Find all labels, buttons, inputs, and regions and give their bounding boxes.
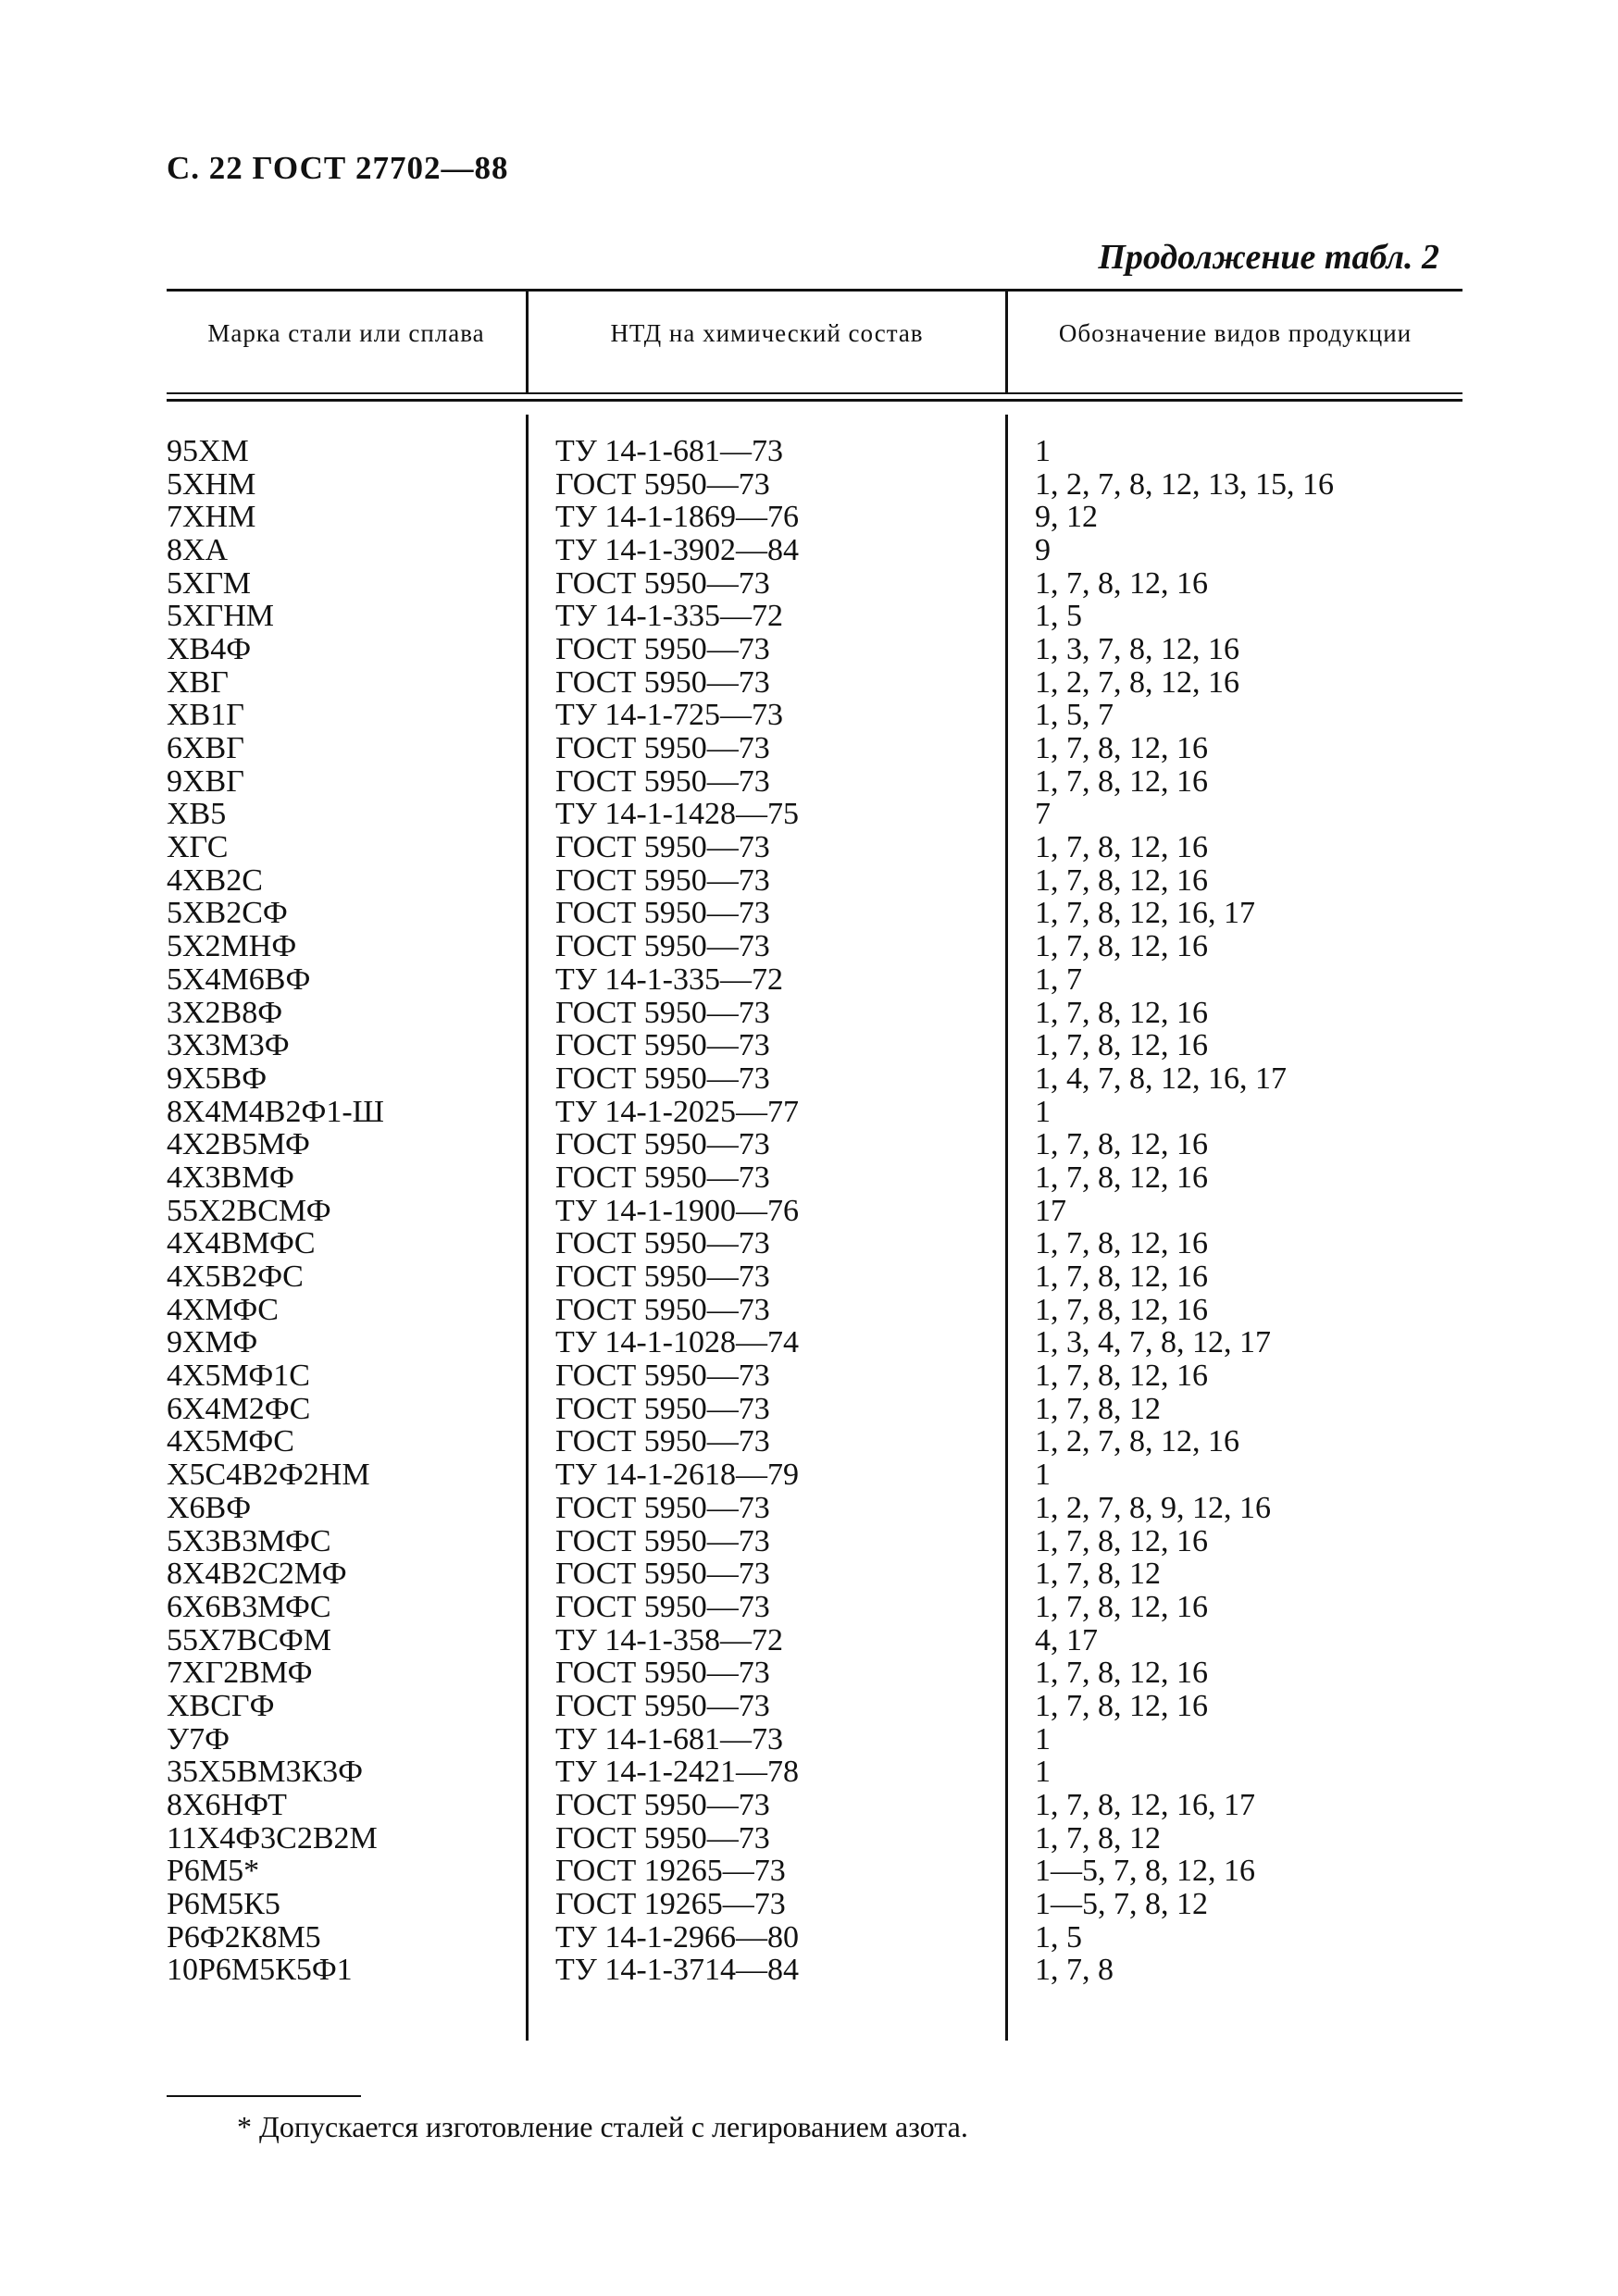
grade-cell: 55Х2ВСМФ — [167, 1193, 331, 1228]
products-cell: 1, 7, 8, 12, 16 — [1035, 1260, 1208, 1295]
ntd-cell: ГОСТ 5950—73 — [555, 1391, 770, 1426]
ntd-cell: ТУ 14-1-2618—79 — [555, 1458, 799, 1493]
products-cell: 9, 12 — [1035, 500, 1098, 535]
ntd-cell: ГОСТ 5950—73 — [555, 896, 770, 931]
ntd-cell: ТУ 14-1-3714—84 — [555, 1953, 799, 1988]
table-row — [167, 1657, 1462, 1690]
grade-cell: 7ХНМ — [167, 500, 256, 535]
table-row — [167, 666, 1462, 700]
ntd-cell: ГОСТ 5950—73 — [555, 1424, 770, 1459]
products-cell: 1, 7, 8 — [1035, 1953, 1114, 1988]
ntd-cell: ГОСТ 5950—73 — [555, 664, 770, 700]
products-cell: 7 — [1035, 797, 1051, 832]
grade-cell: 4ХМФС — [167, 1292, 279, 1327]
grade-cell: ХВГ — [167, 664, 229, 700]
products-cell: 4, 17 — [1035, 1622, 1098, 1657]
products-cell: 1, 7 — [1035, 962, 1082, 997]
products-cell: 1, 5, 7 — [1035, 698, 1114, 733]
grade-cell: Х5С4В2Ф2НМ — [167, 1458, 370, 1493]
products-cell: 1, 7, 8, 12, 16, 17 — [1035, 1788, 1255, 1823]
products-cell: 1, 7, 8, 12, 16 — [1035, 731, 1208, 766]
ntd-cell: ТУ 14-1-1028—74 — [555, 1325, 799, 1360]
table-row — [167, 1558, 1462, 1591]
products-cell: 1, 7, 8, 12 — [1035, 1557, 1161, 1592]
ntd-cell: ГОСТ 5950—73 — [555, 1523, 770, 1558]
ntd-cell: ГОСТ 5950—73 — [555, 1226, 770, 1261]
table-row — [167, 1228, 1462, 1261]
table-row — [167, 700, 1462, 733]
products-cell: 1 — [1035, 1094, 1051, 1129]
products-cell: 1, 7, 8, 12, 16 — [1035, 1589, 1208, 1624]
products-cell: 1 — [1035, 1755, 1051, 1790]
table-row — [167, 1492, 1462, 1525]
products-cell: 1, 7, 8, 12, 16 — [1035, 863, 1208, 898]
table-row — [167, 534, 1462, 567]
products-cell: 1, 7, 8, 12, 16 — [1035, 565, 1208, 601]
grade-cell: 5Х2МНФ — [167, 929, 297, 964]
table-caption: Продолжение табл. 2 — [1098, 238, 1439, 277]
products-cell: 1, 7, 8, 12 — [1035, 1820, 1161, 1855]
table-row — [167, 1062, 1462, 1096]
grade-cell: 9ХМФ — [167, 1325, 258, 1360]
table-row — [167, 1921, 1462, 1955]
grade-cell: 8ХА — [167, 532, 229, 567]
grade-cell: 5Х3В3МФС — [167, 1523, 331, 1558]
grade-cell: 4Х5МФС — [167, 1424, 294, 1459]
table-row — [167, 799, 1462, 832]
table-row — [167, 567, 1462, 601]
table-row — [167, 1294, 1462, 1327]
products-cell: 1, 2, 7, 8, 12, 16 — [1035, 1424, 1239, 1459]
grade-cell: Р6М5* — [167, 1854, 260, 1889]
products-cell: 1, 7, 8, 12, 16 — [1035, 1523, 1208, 1558]
products-cell: 1, 7, 8, 12, 16 — [1035, 1359, 1208, 1394]
table-row — [167, 997, 1462, 1030]
table-row — [167, 1359, 1462, 1393]
grade-cell: 4Х2В5МФ — [167, 1127, 310, 1162]
ntd-cell: ТУ 14-1-2421—78 — [555, 1755, 799, 1790]
grade-cell: 4ХВ2С — [167, 863, 263, 898]
table-row — [167, 1624, 1462, 1657]
products-cell: 1, 7, 8, 12, 16 — [1035, 763, 1208, 799]
grade-cell: 8Х4В2С2МФ — [167, 1557, 347, 1592]
grade-cell: 5ХВ2СФ — [167, 896, 288, 931]
table-top-rule — [167, 289, 1462, 292]
table-row — [167, 1128, 1462, 1161]
ntd-cell: ТУ 14-1-681—73 — [555, 433, 783, 468]
column-header-grade: Марка стали или сплава — [207, 319, 485, 347]
grade-cell: 4Х4ВМФС — [167, 1226, 316, 1261]
grade-cell: ХВ4Ф — [167, 631, 252, 666]
ntd-cell: ГОСТ 5950—73 — [555, 1589, 770, 1624]
grade-cell: 7ХГ2ВМФ — [167, 1656, 313, 1691]
products-cell: 1, 5 — [1035, 1919, 1082, 1955]
products-cell: 1, 5 — [1035, 599, 1082, 634]
table-row — [167, 732, 1462, 765]
table-row — [167, 898, 1462, 931]
table-row — [167, 930, 1462, 963]
footnote-rule — [167, 2095, 361, 2097]
grade-cell: 8Х6НФТ — [167, 1788, 287, 1823]
table-row — [167, 1161, 1462, 1195]
ntd-cell: ТУ 14-1-3902—84 — [555, 532, 799, 567]
page-header: С. 22 ГОСТ 27702—88 — [167, 150, 509, 186]
grade-cell: 6Х4М2ФС — [167, 1391, 311, 1426]
products-cell: 1 — [1035, 433, 1051, 468]
grade-cell: 8Х4М4В2Ф1-Ш — [167, 1094, 384, 1129]
ntd-cell: ГОСТ 5950—73 — [555, 1820, 770, 1855]
products-cell: 1—5, 7, 8, 12, 16 — [1035, 1854, 1255, 1889]
ntd-cell: ГОСТ 5950—73 — [555, 1028, 770, 1063]
ntd-cell: ГОСТ 5950—73 — [555, 929, 770, 964]
table-row — [167, 1096, 1462, 1129]
grade-cell: 3Х3М3Ф — [167, 1028, 290, 1063]
products-cell: 1, 7, 8, 12, 16 — [1035, 1688, 1208, 1723]
products-cell: 1 — [1035, 1721, 1051, 1756]
column-header-products: Обозначение видов продукции — [1058, 319, 1413, 347]
ntd-cell: ГОСТ 5950—73 — [555, 1292, 770, 1327]
table-row — [167, 1723, 1462, 1756]
table-row — [167, 1690, 1462, 1723]
grade-cell: ХВСГФ — [167, 1688, 275, 1723]
grade-cell: 5ХНМ — [167, 466, 256, 502]
ntd-cell: ГОСТ 5950—73 — [555, 995, 770, 1030]
products-cell: 1, 7, 8, 12, 16 — [1035, 929, 1208, 964]
ntd-cell: ГОСТ 5950—73 — [555, 1127, 770, 1162]
grade-cell: 95ХМ — [167, 433, 249, 468]
table-row — [167, 765, 1462, 799]
grade-cell: ХВ1Г — [167, 698, 244, 733]
ntd-cell: ГОСТ 5950—73 — [555, 1656, 770, 1691]
ntd-cell: ТУ 14-1-1428—75 — [555, 797, 799, 832]
products-cell: 1, 2, 7, 8, 9, 12, 16 — [1035, 1490, 1271, 1525]
ntd-cell: ГОСТ 19265—73 — [555, 1854, 786, 1889]
footnote: * Допускается изготовление сталей с легированием азота. — [237, 2110, 968, 2143]
ntd-cell: ГОСТ 5950—73 — [555, 763, 770, 799]
table-row — [167, 1195, 1462, 1228]
grade-cell: 6ХВГ — [167, 731, 244, 766]
table-row — [167, 468, 1462, 502]
products-cell: 1, 7, 8, 12, 16 — [1035, 1226, 1208, 1261]
table-row — [167, 633, 1462, 666]
ntd-cell: ГОСТ 5950—73 — [555, 631, 770, 666]
products-cell: 1 — [1035, 1458, 1051, 1493]
ntd-cell: ГОСТ 5950—73 — [555, 1557, 770, 1592]
header-bottom-rule — [167, 392, 1462, 394]
grade-cell: 55Х7ВСФМ — [167, 1622, 332, 1657]
products-cell: 1, 3, 4, 7, 8, 12, 17 — [1035, 1325, 1271, 1360]
grade-cell: Х6ВФ — [167, 1490, 252, 1525]
table-row — [167, 1426, 1462, 1459]
table-row — [167, 1888, 1462, 1921]
grade-cell: 5ХГМ — [167, 565, 251, 601]
ntd-cell: ТУ 14-1-335—72 — [555, 962, 783, 997]
grade-cell: 3Х2В8Ф — [167, 995, 283, 1030]
table-row — [167, 1789, 1462, 1822]
table-row — [167, 864, 1462, 898]
header-bottom-rule-double — [167, 399, 1462, 402]
products-cell: 1, 3, 7, 8, 12, 16 — [1035, 631, 1239, 666]
ntd-cell: ГОСТ 5950—73 — [555, 1788, 770, 1823]
ntd-cell: ГОСТ 5950—73 — [555, 863, 770, 898]
grade-cell: 5ХГНМ — [167, 599, 274, 634]
ntd-cell: ГОСТ 5950—73 — [555, 1260, 770, 1295]
table-row — [167, 1327, 1462, 1360]
grade-cell: 10Р6М5К5Ф1 — [167, 1953, 353, 1988]
table-body — [167, 435, 1462, 1987]
grade-cell: У7Ф — [167, 1721, 230, 1756]
grade-cell: 6Х6В3МФС — [167, 1589, 331, 1624]
grade-cell: Р6М5К5 — [167, 1887, 280, 1922]
table-row — [167, 1591, 1462, 1624]
table-row — [167, 1260, 1462, 1294]
grade-cell: 9ХВГ — [167, 763, 244, 799]
products-cell: 1, 4, 7, 8, 12, 16, 17 — [1035, 1061, 1287, 1096]
ntd-cell: ГОСТ 5950—73 — [555, 1160, 770, 1195]
ntd-cell: ТУ 14-1-1900—76 — [555, 1193, 799, 1228]
table-row — [167, 1855, 1462, 1889]
grade-cell: 9Х5ВФ — [167, 1061, 268, 1096]
table-row — [167, 1393, 1462, 1426]
table-row — [167, 600, 1462, 633]
products-cell: 1—5, 7, 8, 12 — [1035, 1887, 1208, 1922]
grade-cell: 4Х5В2ФС — [167, 1260, 304, 1295]
ntd-cell: ТУ 14-1-2966—80 — [555, 1919, 799, 1955]
products-cell: 1, 7, 8, 12, 16 — [1035, 1656, 1208, 1691]
grade-cell: 4Х3ВМФ — [167, 1160, 294, 1195]
grade-cell: Р6Ф2К8М5 — [167, 1919, 321, 1955]
products-cell: 1, 7, 8, 12, 16, 17 — [1035, 896, 1255, 931]
table-row — [167, 1458, 1462, 1492]
products-cell: 1, 2, 7, 8, 12, 13, 15, 16 — [1035, 466, 1334, 502]
table-row — [167, 435, 1462, 468]
table-row — [167, 1525, 1462, 1558]
grade-cell: ХГС — [167, 830, 229, 865]
ntd-cell: ТУ 14-1-358—72 — [555, 1622, 783, 1657]
ntd-cell: ГОСТ 5950—73 — [555, 565, 770, 601]
ntd-cell: ГОСТ 5950—73 — [555, 1061, 770, 1096]
grade-cell: ХВ5 — [167, 797, 227, 832]
products-cell: 1, 7, 8, 12, 16 — [1035, 1160, 1208, 1195]
grade-cell: 4Х5МФ1С — [167, 1359, 310, 1394]
ntd-cell: ГОСТ 5950—73 — [555, 731, 770, 766]
table-row — [167, 963, 1462, 997]
grade-cell: 35Х5ВМ3К3Ф — [167, 1755, 364, 1790]
ntd-cell: ГОСТ 5950—73 — [555, 1688, 770, 1723]
ntd-cell: ГОСТ 5950—73 — [555, 1359, 770, 1394]
products-cell: 9 — [1035, 532, 1051, 567]
table-row — [167, 501, 1462, 534]
ntd-cell: ГОСТ 5950—73 — [555, 466, 770, 502]
products-cell: 1, 7, 8, 12, 16 — [1035, 995, 1208, 1030]
products-cell: 1, 7, 8, 12, 16 — [1035, 1028, 1208, 1063]
products-cell: 1, 7, 8, 12, 16 — [1035, 1127, 1208, 1162]
ntd-cell: ТУ 14-1-2025—77 — [555, 1094, 799, 1129]
table-row — [167, 1822, 1462, 1855]
table-row — [167, 1756, 1462, 1790]
table-row — [167, 831, 1462, 864]
table-row — [167, 1029, 1462, 1062]
ntd-cell: ГОСТ 5950—73 — [555, 1490, 770, 1525]
products-cell: 1, 7, 8, 12, 16 — [1035, 830, 1208, 865]
ntd-cell: ГОСТ 19265—73 — [555, 1887, 786, 1922]
ntd-cell: ТУ 14-1-335—72 — [555, 599, 783, 634]
products-cell: 1, 7, 8, 12, 16 — [1035, 1292, 1208, 1327]
products-cell: 17 — [1035, 1193, 1066, 1228]
ntd-cell: ТУ 14-1-1869—76 — [555, 500, 799, 535]
products-cell: 1, 2, 7, 8, 12, 16 — [1035, 664, 1239, 700]
products-cell: 1, 7, 8, 12 — [1035, 1391, 1161, 1426]
grade-cell: 11Х4Ф3С2В2М — [167, 1820, 378, 1855]
ntd-cell: ГОСТ 5950—73 — [555, 830, 770, 865]
table-row — [167, 1955, 1462, 1988]
grade-cell: 5Х4М6ВФ — [167, 962, 311, 997]
column-header-ntd: НТД на химический состав — [610, 319, 924, 347]
ntd-cell: ТУ 14-1-681—73 — [555, 1721, 783, 1756]
ntd-cell: ТУ 14-1-725—73 — [555, 698, 783, 733]
